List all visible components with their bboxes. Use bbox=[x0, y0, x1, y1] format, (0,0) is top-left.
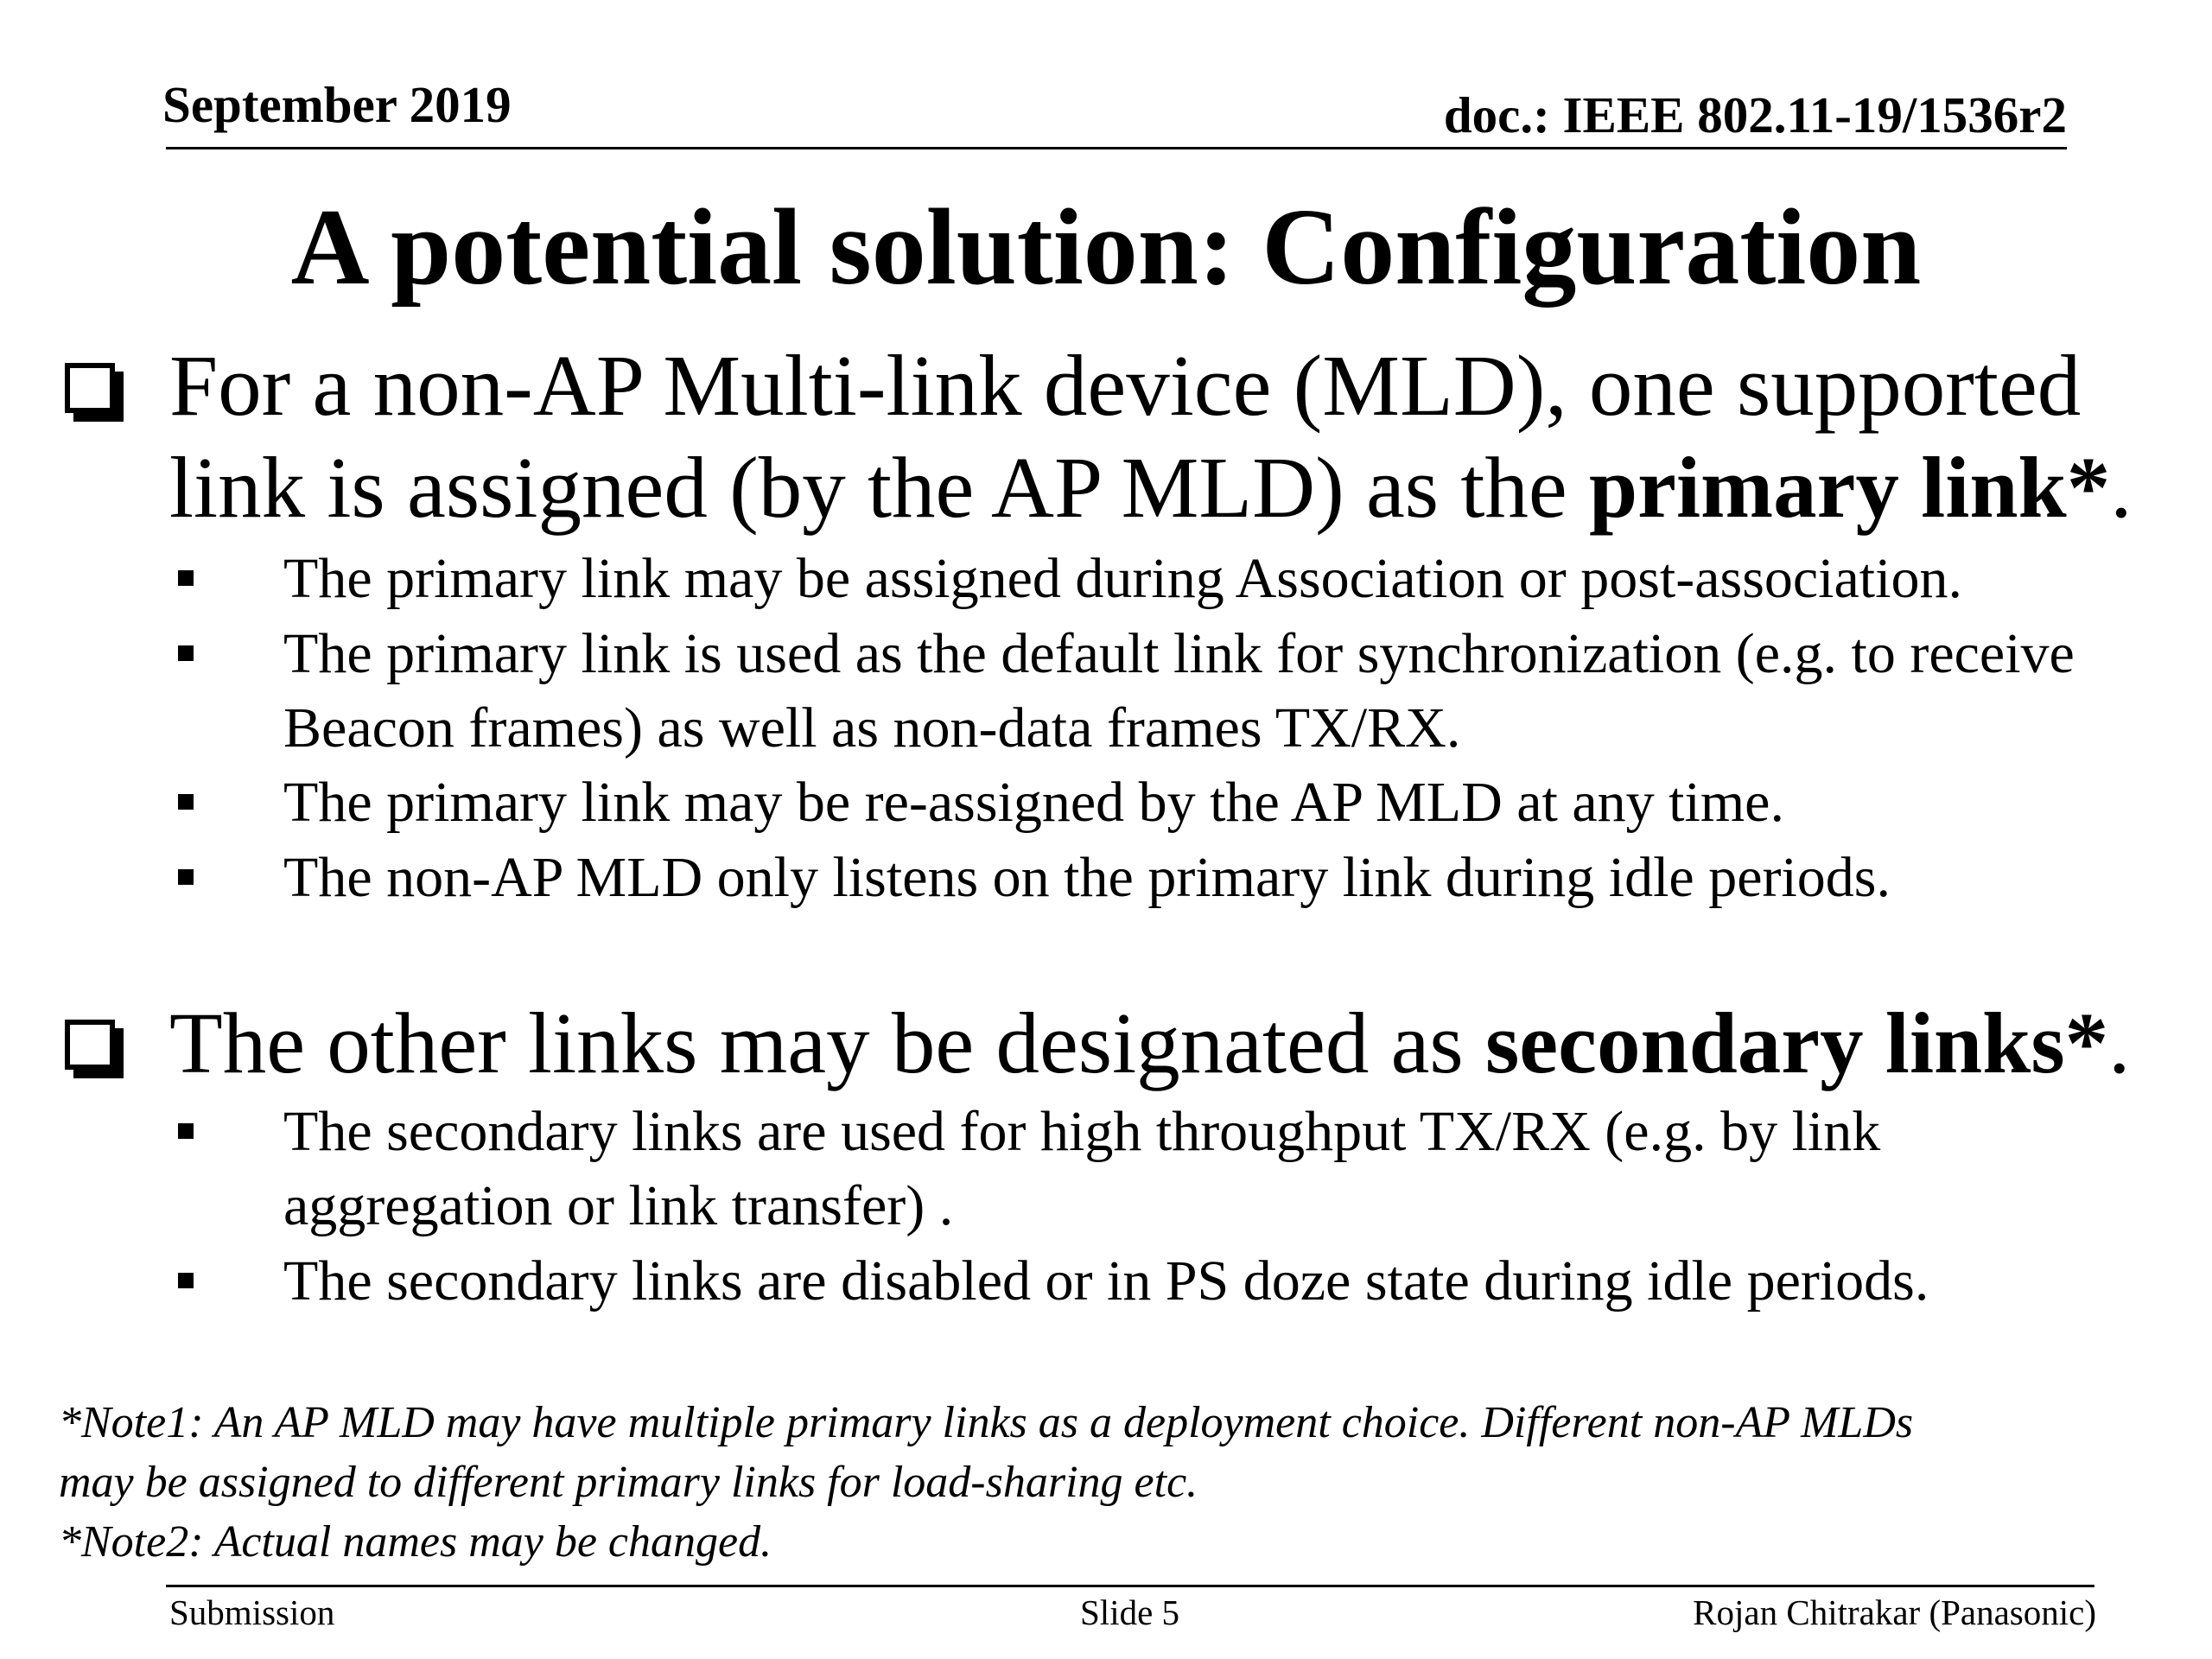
bullet-primary-line2-pre: link is assigned (by the AP MLD) as the bbox=[169, 439, 1589, 536]
checkbox-bullet-icon bbox=[65, 363, 115, 413]
secondary-links-term: secondary links* bbox=[1485, 995, 2109, 1091]
primary-sub-item: The primary link may be re-assigned by the AP MLD at any time. bbox=[283, 771, 1784, 834]
bullet-secondary-pre: The other links may be designated as bbox=[169, 995, 1485, 1091]
primary-sub-item: The non-AP MLD only listens on the primary link during idle periods. bbox=[283, 846, 1891, 909]
bullet-secondary-post: . bbox=[2108, 995, 2131, 1091]
square-bullet-icon bbox=[178, 869, 194, 885]
bullet-primary-text bbox=[169, 334, 2157, 538]
footer-submission: Submission bbox=[169, 1592, 335, 1632]
square-bullet-icon bbox=[178, 570, 194, 586]
slide-title: A potential solution: Configuration bbox=[290, 188, 1922, 308]
checkbox-bullet-icon bbox=[65, 1020, 115, 1070]
note1-line1: *Note1: An AP MLD may have multiple primary links as a deployment choice. Different non-AP MLDs bbox=[59, 1398, 1914, 1447]
square-bullet-icon bbox=[178, 645, 194, 661]
header-date: September 2019 bbox=[162, 76, 512, 133]
primary-sub-item: The primary link is used as the default link for synchronization (e.g. to receive Beacon frames) as well as non-data frames TX/RX. bbox=[283, 622, 2075, 760]
bullet-primary-line1: For a non-AP Multi-link device (MLD), one supported bbox=[169, 337, 2082, 434]
note2: *Note2: Actual names may be changed. bbox=[59, 1517, 772, 1567]
header-doc-id: doc.: IEEE 802.11-19/1536r2 bbox=[1443, 86, 2067, 143]
primary-sub-item: The primary link may be assigned during Association or post-association. bbox=[283, 547, 1962, 610]
footer-slide-number: Slide 5 bbox=[1080, 1592, 1180, 1632]
bullet-primary-line2 bbox=[169, 436, 2157, 538]
secondary-sub-item: The secondary links are used for high throughput TX/RX (e.g. by link aggregation or link transfer) . bbox=[283, 1100, 1881, 1237]
square-bullet-icon bbox=[178, 794, 194, 810]
footer-author: Rojan Chitrakar (Panasonic) bbox=[1693, 1592, 2096, 1632]
square-bullet-icon bbox=[178, 1123, 194, 1139]
primary-link-term: primary link* bbox=[1588, 439, 2111, 536]
header-divider bbox=[166, 147, 2067, 149]
note1-line2: may be assigned to different primary links for load-sharing etc. bbox=[59, 1458, 1198, 1507]
footnotes bbox=[59, 1393, 2167, 1572]
bullet-primary-line2-post: . bbox=[2110, 439, 2133, 536]
square-bullet-icon bbox=[178, 1273, 194, 1288]
secondary-sub-item: The secondary links are disabled or in PS doze state during idle periods. bbox=[283, 1249, 1929, 1313]
bullet-secondary-text bbox=[169, 992, 2157, 1094]
footer-divider bbox=[166, 1585, 2094, 1587]
